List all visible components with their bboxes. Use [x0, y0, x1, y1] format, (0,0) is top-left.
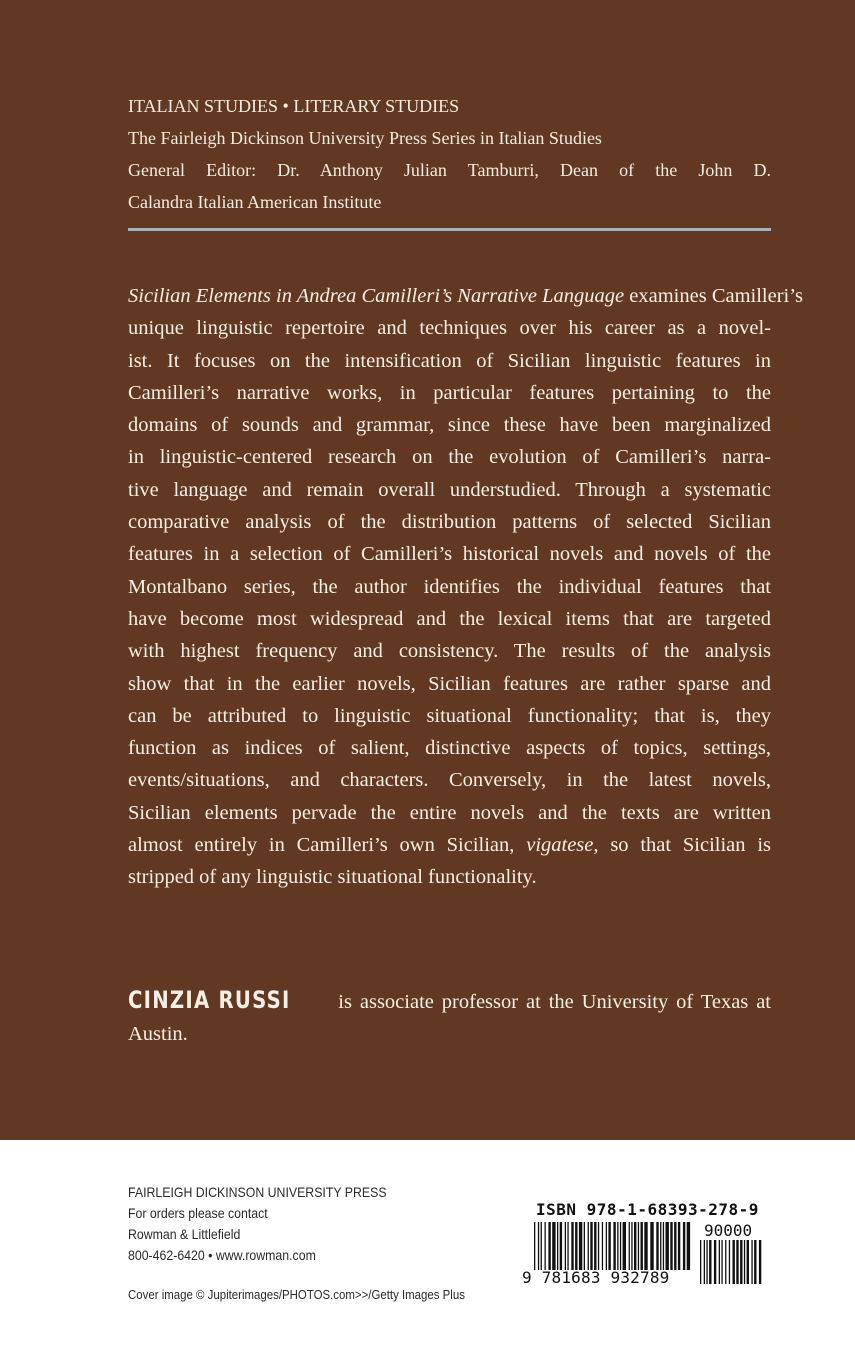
barcode-bar: [656, 1222, 658, 1270]
barcode-bar: [548, 1222, 550, 1270]
barcode-bar: [714, 1240, 716, 1284]
blurb-line: with highest frequency and consistency. The results of the analysis: [128, 640, 771, 663]
barcode-bar: [545, 1222, 546, 1270]
barcode-bar: [663, 1222, 664, 1270]
ean-barcode-bars: [534, 1222, 692, 1270]
blurb-line: events/situations, and characters. Conversely, in the latest novels,: [128, 769, 771, 792]
book-description: [128, 280, 803, 894]
blurb-line: show that in the earlier novels, Sicilian features are rather sparse and: [128, 672, 771, 695]
vigatese-term: vigatese: [526, 834, 594, 857]
barcode-bar: [613, 1222, 615, 1270]
barcode-bar: [534, 1222, 535, 1270]
barcode-bar: [565, 1222, 566, 1270]
publisher-contact: 800-462-6420 • www.rowman.com: [128, 1247, 316, 1263]
barcode-bar: [751, 1240, 752, 1284]
blurb-line: Sicilian elements pervade the entire novels and the texts are written: [128, 801, 771, 824]
barcode-bar: [759, 1240, 761, 1284]
cover-image-credit: Cover image © Jupiterimages/PHOTOS.com>>/Getty Images Plus: [128, 1287, 465, 1302]
barcode-bar: [598, 1222, 599, 1270]
blurb-line: can be attributed to linguistic situational functionality; that is, they: [128, 704, 771, 727]
barcode-bar: [629, 1222, 630, 1270]
barcode-bar: [706, 1240, 707, 1284]
barcode-bar: [631, 1222, 632, 1270]
barcode-bar: [584, 1222, 585, 1270]
barcode-bar: [541, 1222, 542, 1270]
barcode-bar: [736, 1240, 738, 1284]
barcode-bar: [571, 1222, 573, 1270]
divider-rule: [128, 228, 771, 231]
barcode-bar: [552, 1222, 555, 1270]
blurb-line: ist. It focuses on the intensification of Sicilian linguistic features in: [128, 349, 771, 372]
barcode-bar: [608, 1222, 610, 1270]
barcode-bar: [606, 1222, 607, 1270]
series-institute: Calandra Italian American Institute: [128, 192, 382, 212]
blurb-line: features in a selection of Camilleri’s historical novels and novels of the: [128, 543, 771, 566]
barcode-bar: [678, 1222, 680, 1270]
barcode-bar: [670, 1222, 672, 1270]
barcode-bar: [650, 1222, 653, 1270]
price-code: 90000: [704, 1221, 753, 1240]
book-title: Sicilian Elements in Andrea Camilleri’s Narrative Language: [128, 285, 625, 307]
series-info: [128, 90, 771, 218]
addon-barcode-bars: [700, 1240, 762, 1284]
blurb-line: function as indices of salient, distinctive aspects of topics, settings,: [128, 737, 771, 760]
author-bio: [128, 984, 771, 1050]
publisher-info: [128, 1182, 422, 1266]
blurb-line: almost entirely in Camilleri’s own Sicilian, vigatese, so that Sicilian is: [128, 834, 772, 857]
barcode-bar: [579, 1222, 582, 1270]
blurb-line: in linguistic-centered research on the evolution of Camilleri’s narra-: [128, 446, 771, 469]
author-bio-text: is associate professor at the University of Texas at: [338, 991, 771, 1013]
barcode-bar: [638, 1222, 639, 1270]
blurb-line: have become most widespread and the lexical items that are targeted: [128, 607, 771, 630]
barcode-bar: [744, 1240, 745, 1284]
barcode-bar: [602, 1222, 603, 1270]
barcode-bar: [704, 1240, 705, 1284]
isbn-barcode: [520, 1200, 772, 1290]
blurb-line: Montalbano series, the author identifies the individual features that: [128, 575, 771, 598]
barcode-bar: [557, 1222, 558, 1270]
barcode-bar: [567, 1222, 568, 1270]
barcode-bar: [733, 1240, 735, 1284]
barcode-bar: [721, 1240, 722, 1284]
barcode-bar: [644, 1222, 647, 1270]
blurb-line: Camilleri’s narrative works, in particular features pertaining to the: [128, 381, 771, 404]
blurb-line: stripped of any linguistic situational functionality.: [128, 866, 537, 889]
distributor-name: Rowman & Littlefield: [128, 1226, 241, 1242]
barcode-bar: [725, 1240, 726, 1284]
barcode-bar: [623, 1222, 626, 1270]
barcode-bar: [709, 1240, 711, 1284]
barcode-bar: [747, 1240, 749, 1284]
barcode-bar: [740, 1240, 742, 1284]
barcode-bar: [729, 1240, 730, 1284]
barcode-bar: [719, 1240, 720, 1284]
blurb-line: domains of sounds and grammar, since these have been marginalized: [128, 414, 771, 437]
barcode-bar: [594, 1222, 596, 1270]
barcode-bar: [560, 1222, 562, 1270]
isbn-label: ISBN 978-1-68393-278-9: [536, 1200, 759, 1219]
barcode-digits: 9 781683 932789: [522, 1268, 670, 1287]
barcode-bar: [683, 1222, 685, 1270]
series-editor: General Editor: Dr. Anthony Julian Tamburri, Dean of the John D.: [128, 160, 771, 180]
barcode-bar: [590, 1222, 592, 1270]
barcode-bar: [687, 1222, 690, 1270]
author-name: CINZIA RUSSI: [128, 986, 291, 1014]
barcode-bar: [575, 1222, 577, 1270]
barcode-bar: [666, 1222, 669, 1270]
series-name: The Fairleigh Dickinson University Press Series in Italian Studies: [128, 128, 602, 148]
barcode-bar: [700, 1240, 701, 1284]
barcode-bar: [620, 1222, 621, 1270]
publisher-name: FAIRLEIGH DICKINSON UNIVERSITY PRESS: [128, 1184, 387, 1200]
blurb-line: comparative analysis of the distribution patterns of selected Sicilian: [128, 511, 771, 534]
author-bio-text-end: Austin.: [128, 1023, 188, 1045]
barcode-bar: [634, 1222, 636, 1270]
series-category: ITALIAN STUDIES • LITERARY STUDIES: [128, 96, 460, 116]
barcode-bar: [660, 1222, 661, 1270]
blurb-line: tive language and remain overall understudied. Through a systematic: [128, 478, 771, 501]
orders-label: For orders please contact: [128, 1205, 268, 1221]
barcode-bar: [588, 1222, 589, 1270]
blurb-line: unique linguistic repertoire and techniques over his career as a novel-: [128, 317, 771, 340]
barcode-bar: [641, 1222, 643, 1270]
barcode-bar: [754, 1240, 756, 1284]
blurb-line: Sicilian Elements in Andrea Camilleri’s Narrative Language examines Camilleri’s: [128, 285, 803, 307]
barcode-bar: [674, 1222, 676, 1270]
barcode-bar: [617, 1222, 618, 1270]
barcode-bar: [538, 1222, 539, 1270]
